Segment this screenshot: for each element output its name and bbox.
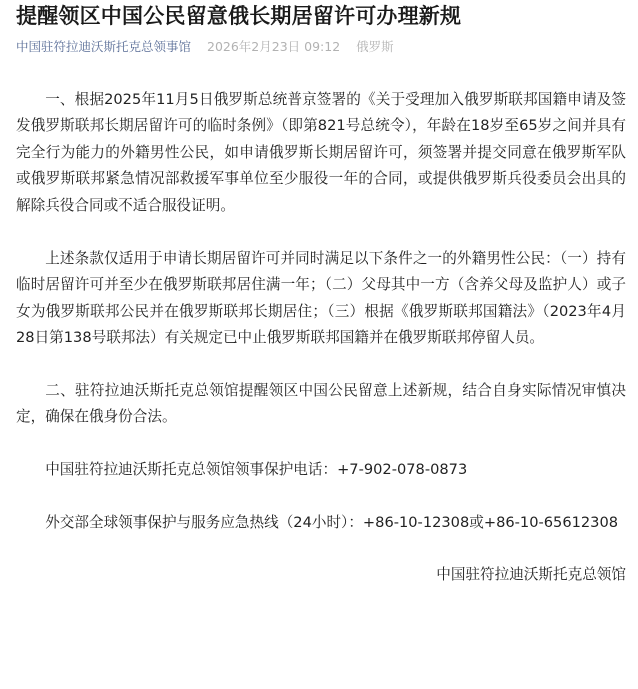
paragraph-2: 上述条款仅适用于申请长期居留许可并同时满足以下条件之一的外籍男性公民：（一）持有临时居留许可并至少在俄罗斯联邦居住满一年；（二）父母其中一方（含养父母及监护人）或子女为俄罗斯联邦公民并在俄罗斯联邦长期居住；（三）根据《俄罗斯联邦国籍法》（2023年4月28日第138号联邦法）有关规定已中止俄罗斯联邦国籍并在俄罗斯联邦停留人员。 xyxy=(16,250,626,347)
article-body xyxy=(16,87,626,589)
publish-region: 俄罗斯 xyxy=(356,39,394,54)
consular-phone-paragraph: 中国驻符拉迪沃斯托克总领馆领事保护电话：+7-902-078-0873 xyxy=(45,461,468,479)
paragraph-1: 一、根据2025年11月5日俄罗斯总统普京签署的《关于受理加入俄罗斯联邦国籍申请及签发俄罗斯联邦长期居留许可的临时条例》（即第821号总统令），年龄在18岁至65岁之间并具有完全行为能力的外籍男性公民，如申请俄罗斯长期居留许可，须签署并提交同意在俄罗斯军队或俄罗斯联邦紧急情况部救援军事单位至少服役一年的合同，或提供俄罗斯兵役委员会出具的解除兵役合同或不适合服役证明。 xyxy=(16,91,626,214)
article-meta xyxy=(16,38,394,56)
article-title: 提醒领区中国公民留意俄长期居留许可办理新规 xyxy=(16,4,462,28)
hotline-paragraph: 外交部全球领事保护与服务应急热线（24小时）：+86-10-12308或+86-10-65612308 xyxy=(45,513,619,531)
publish-date: 2026年2月23日 09:12 xyxy=(207,39,341,54)
signature: 中国驻符拉迪沃斯托克总领馆 xyxy=(436,566,626,584)
paragraph-3: 二、驻符拉迪沃斯托克总领馆提醒领区中国公民留意上述新规，结合自身实际情况审慎决定，确保在俄身份合法。 xyxy=(16,381,626,426)
account-name-link[interactable]: 中国驻符拉迪沃斯托克总领事馆 xyxy=(16,39,192,54)
